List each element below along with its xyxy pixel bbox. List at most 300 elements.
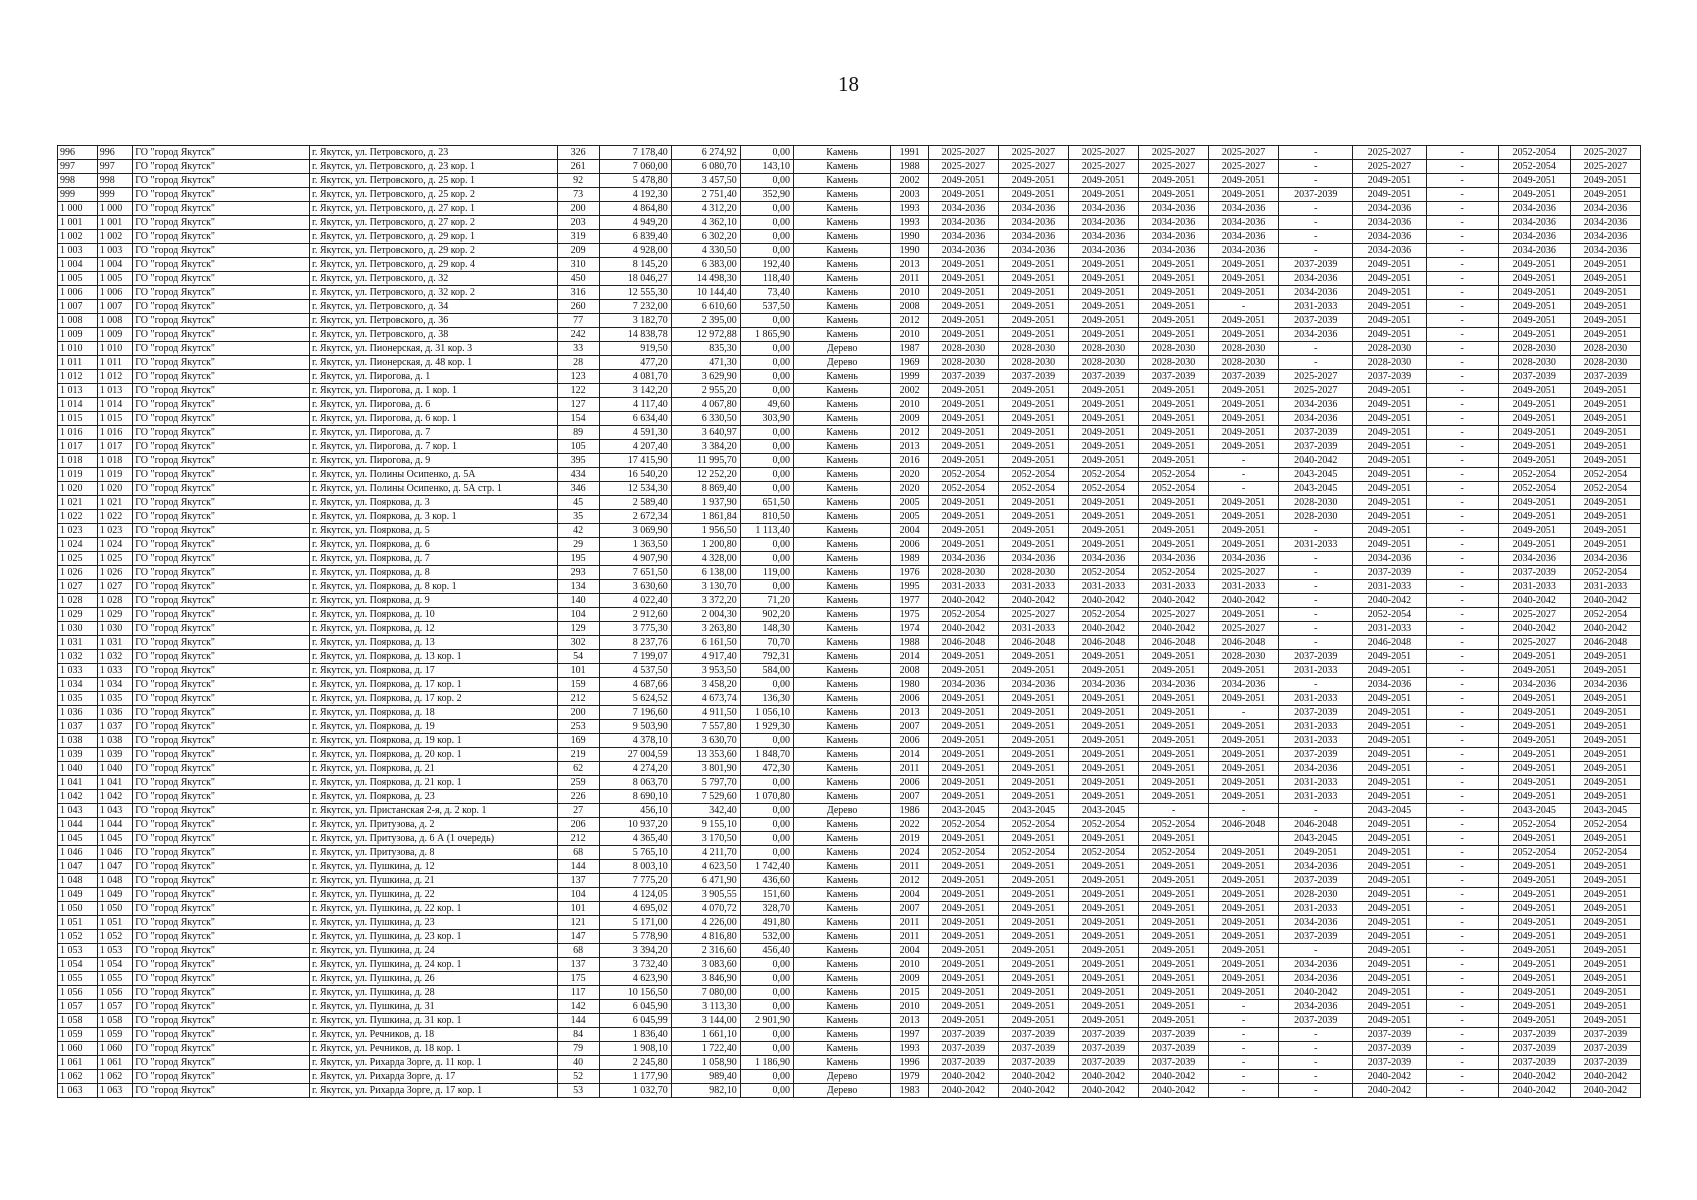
period-cell: 2049-2051 xyxy=(1139,384,1209,398)
period-cell: 2025-2027 xyxy=(1498,636,1570,650)
year-built-cell: 1988 xyxy=(891,160,929,174)
nonresidential-area-cell: 0,00 xyxy=(740,1000,793,1014)
period-cell: - xyxy=(1426,902,1498,916)
period-cell: - xyxy=(1279,524,1353,538)
municipality-cell: ГО "город Якутск" xyxy=(133,188,310,202)
record-number-cell: 1 038 xyxy=(58,734,98,748)
nonresidential-area-cell: 0,00 xyxy=(740,832,793,846)
period-cell: 2049-2051 xyxy=(1068,1000,1138,1014)
total-area-cell: 4 207,40 xyxy=(599,440,671,454)
total-area-cell: 4 365,40 xyxy=(599,832,671,846)
period-cell: 2049-2051 xyxy=(1139,916,1209,930)
address-cell: г. Якутск, ул. Пирогова, д. 9 xyxy=(309,454,557,468)
period-cell: 2040-2042 xyxy=(1570,1070,1640,1084)
nonresidential-area-cell: 0,00 xyxy=(740,468,793,482)
period-cell: 2049-2051 xyxy=(1570,286,1640,300)
nonresidential-area-cell: 0,00 xyxy=(740,846,793,860)
period-cell: 2049-2051 xyxy=(1498,650,1570,664)
period-cell: 2049-2051 xyxy=(928,524,998,538)
period-cell: - xyxy=(1426,314,1498,328)
year-built-cell: 2004 xyxy=(891,524,929,538)
wall-material-cell: Камень xyxy=(794,300,891,314)
year-built-cell: 1983 xyxy=(891,1084,929,1098)
period-cell: 2049-2051 xyxy=(1570,664,1640,678)
period-cell: 2040-2042 xyxy=(1353,594,1426,608)
period-cell: - xyxy=(1279,636,1353,650)
residents-cell: 89 xyxy=(557,426,599,440)
record-number-cell: 1 041 xyxy=(58,776,98,790)
period-cell: 2049-2051 xyxy=(1209,258,1279,272)
table-row xyxy=(58,930,1641,944)
period-cell: 2049-2051 xyxy=(1498,902,1570,916)
residents-cell: 127 xyxy=(557,398,599,412)
address-cell: г. Якутск, ул. Притузова, д. 2 xyxy=(309,818,557,832)
house-number-cell: 1 028 xyxy=(97,594,133,608)
house-number-cell: 999 xyxy=(97,188,133,202)
table-row xyxy=(58,594,1641,608)
municipality-cell: ГО "город Якутск" xyxy=(133,286,310,300)
year-built-cell: 1991 xyxy=(891,146,929,160)
period-cell: 2049-2051 xyxy=(1209,524,1279,538)
record-number-cell: 1 004 xyxy=(58,258,98,272)
period-cell: 2034-2036 xyxy=(1279,272,1353,286)
wall-material-cell: Камень xyxy=(794,160,891,174)
address-cell: г. Якутск, ул. Пояркова, д. 10 xyxy=(309,608,557,622)
year-built-cell: 1990 xyxy=(891,230,929,244)
period-cell: - xyxy=(1426,734,1498,748)
period-cell: 2040-2042 xyxy=(1498,622,1570,636)
total-area-cell: 4 117,40 xyxy=(599,398,671,412)
total-area-cell: 3 142,20 xyxy=(599,384,671,398)
table-row xyxy=(58,580,1641,594)
period-cell: 2025-2027 xyxy=(1209,566,1279,580)
total-area-cell: 7 199,07 xyxy=(599,650,671,664)
wall-material-cell: Камень xyxy=(794,678,891,692)
house-number-cell: 1 013 xyxy=(97,384,133,398)
period-cell: - xyxy=(1426,146,1498,160)
period-cell: 2034-2036 xyxy=(928,678,998,692)
period-cell: 2031-2033 xyxy=(1353,622,1426,636)
period-cell: 2049-2051 xyxy=(1139,734,1209,748)
period-cell: - xyxy=(1426,846,1498,860)
nonresidential-area-cell: 810,50 xyxy=(740,510,793,524)
period-cell: 2034-2036 xyxy=(1570,216,1640,230)
residential-area-cell: 3 629,90 xyxy=(671,370,740,384)
nonresidential-area-cell: 73,40 xyxy=(740,286,793,300)
period-cell: 2031-2033 xyxy=(1279,300,1353,314)
period-cell: 2049-2051 xyxy=(1498,944,1570,958)
total-area-cell: 4 687,66 xyxy=(599,678,671,692)
record-number-cell: 1 021 xyxy=(58,496,98,510)
residents-cell: 104 xyxy=(557,608,599,622)
period-cell: 2049-2051 xyxy=(1570,776,1640,790)
municipality-cell: ГО "город Якутск" xyxy=(133,482,310,496)
year-built-cell: 2006 xyxy=(891,734,929,748)
nonresidential-area-cell: 0,00 xyxy=(740,1042,793,1056)
total-area-cell: 12 555,30 xyxy=(599,286,671,300)
municipality-cell: ГО "город Якутск" xyxy=(133,566,310,580)
municipality-cell: ГО "город Якутск" xyxy=(133,370,310,384)
period-cell: 2028-2030 xyxy=(998,342,1068,356)
nonresidential-area-cell: 70,70 xyxy=(740,636,793,650)
year-built-cell: 2010 xyxy=(891,328,929,342)
period-cell: 2049-2051 xyxy=(1353,496,1426,510)
period-cell: 2049-2051 xyxy=(1139,1000,1209,1014)
period-cell: 2049-2051 xyxy=(1353,790,1426,804)
residents-cell: 219 xyxy=(557,748,599,762)
residential-area-cell: 3 630,70 xyxy=(671,734,740,748)
period-cell: 2049-2051 xyxy=(928,692,998,706)
total-area-cell: 7 651,50 xyxy=(599,566,671,580)
period-cell: 2037-2039 xyxy=(1279,314,1353,328)
period-cell: 2037-2039 xyxy=(1498,1028,1570,1042)
municipality-cell: ГО "город Якутск" xyxy=(133,314,310,328)
period-cell: 2049-2051 xyxy=(1353,958,1426,972)
period-cell: 2049-2051 xyxy=(1209,790,1279,804)
period-cell: 2049-2051 xyxy=(998,692,1068,706)
residential-area-cell: 3 384,20 xyxy=(671,440,740,454)
record-number-cell: 1 001 xyxy=(58,216,98,230)
nonresidential-area-cell: 0,00 xyxy=(740,202,793,216)
period-cell: 2049-2051 xyxy=(1353,188,1426,202)
period-cell: 2052-2054 xyxy=(1498,160,1570,174)
municipality-cell: ГО "город Якутск" xyxy=(133,846,310,860)
residents-cell: 92 xyxy=(557,174,599,188)
period-cell: 2034-2036 xyxy=(1353,678,1426,692)
period-cell: 2037-2039 xyxy=(1570,1042,1640,1056)
residential-area-cell: 4 911,50 xyxy=(671,706,740,720)
period-cell: 2049-2051 xyxy=(1498,524,1570,538)
residential-area-cell: 471,30 xyxy=(671,356,740,370)
residential-area-cell: 3 457,50 xyxy=(671,174,740,188)
period-cell: 2052-2054 xyxy=(1068,846,1138,860)
address-cell: г. Якутск, ул. Притузова, д. 8 xyxy=(309,846,557,860)
period-cell: 2049-2051 xyxy=(998,188,1068,202)
period-cell: 2034-2036 xyxy=(1139,244,1209,258)
record-number-cell: 1 016 xyxy=(58,426,98,440)
total-area-cell: 4 928,00 xyxy=(599,244,671,258)
period-cell: 2049-2051 xyxy=(1209,384,1279,398)
record-number-cell: 1 050 xyxy=(58,902,98,916)
residential-area-cell: 3 263,80 xyxy=(671,622,740,636)
period-cell: 2049-2051 xyxy=(998,384,1068,398)
period-cell: 2049-2051 xyxy=(1353,398,1426,412)
record-number-cell: 1 037 xyxy=(58,720,98,734)
nonresidential-area-cell: 651,50 xyxy=(740,496,793,510)
period-cell: 2049-2051 xyxy=(1068,958,1138,972)
address-cell: г. Якутск, ул. Пояркова, д. 12 xyxy=(309,622,557,636)
period-cell: 2052-2054 xyxy=(1498,482,1570,496)
house-number-cell: 1 060 xyxy=(97,1042,133,1056)
period-cell: 2049-2051 xyxy=(1209,776,1279,790)
record-number-cell: 1 006 xyxy=(58,286,98,300)
period-cell: 2049-2051 xyxy=(1353,762,1426,776)
residential-area-cell: 982,10 xyxy=(671,1084,740,1098)
table-row xyxy=(58,734,1641,748)
total-area-cell: 4 192,30 xyxy=(599,188,671,202)
residential-area-cell: 989,40 xyxy=(671,1070,740,1084)
period-cell: 2049-2051 xyxy=(1570,524,1640,538)
nonresidential-area-cell: 1 848,70 xyxy=(740,748,793,762)
table-row xyxy=(58,916,1641,930)
period-cell: 2049-2051 xyxy=(1209,328,1279,342)
wall-material-cell: Камень xyxy=(794,832,891,846)
record-number-cell: 1 053 xyxy=(58,944,98,958)
period-cell: 2049-2051 xyxy=(1498,412,1570,426)
total-area-cell: 16 540,20 xyxy=(599,468,671,482)
period-cell: 2049-2051 xyxy=(1209,286,1279,300)
municipality-cell: ГО "город Якутск" xyxy=(133,594,310,608)
period-cell: 2031-2033 xyxy=(998,580,1068,594)
period-cell: 2049-2051 xyxy=(998,510,1068,524)
record-number-cell: 1 019 xyxy=(58,468,98,482)
period-cell: 2049-2051 xyxy=(1209,874,1279,888)
period-cell: 2049-2051 xyxy=(1570,762,1640,776)
period-cell: 2049-2051 xyxy=(928,538,998,552)
year-built-cell: 2011 xyxy=(891,272,929,286)
table-row xyxy=(58,272,1641,286)
residents-cell: 101 xyxy=(557,664,599,678)
wall-material-cell: Камень xyxy=(794,286,891,300)
period-cell: 2052-2054 xyxy=(1068,818,1138,832)
nonresidential-area-cell: 0,00 xyxy=(740,146,793,160)
wall-material-cell: Камень xyxy=(794,188,891,202)
period-cell: 2028-2030 xyxy=(1279,496,1353,510)
table-row xyxy=(58,874,1641,888)
period-cell: 2052-2054 xyxy=(928,482,998,496)
year-built-cell: 1995 xyxy=(891,580,929,594)
period-cell: 2025-2027 xyxy=(1570,146,1640,160)
period-cell: 2049-2051 xyxy=(998,958,1068,972)
period-cell: 2049-2051 xyxy=(1068,524,1138,538)
nonresidential-area-cell: 136,30 xyxy=(740,692,793,706)
period-cell: 2049-2051 xyxy=(928,720,998,734)
period-cell: 2049-2051 xyxy=(928,1000,998,1014)
total-area-cell: 4 537,50 xyxy=(599,664,671,678)
record-number-cell: 1 012 xyxy=(58,370,98,384)
period-cell: 2034-2036 xyxy=(928,552,998,566)
period-cell: 2049-2051 xyxy=(1498,958,1570,972)
period-cell: 2052-2054 xyxy=(1353,608,1426,622)
wall-material-cell: Камень xyxy=(794,146,891,160)
record-number-cell: 1 057 xyxy=(58,1000,98,1014)
year-built-cell: 1997 xyxy=(891,1028,929,1042)
period-cell: 2049-2051 xyxy=(1068,986,1138,1000)
residential-area-cell: 3 846,90 xyxy=(671,972,740,986)
table-row xyxy=(58,1042,1641,1056)
residential-area-cell: 7 080,00 xyxy=(671,986,740,1000)
year-built-cell: 1987 xyxy=(891,342,929,356)
record-number-cell: 1 056 xyxy=(58,986,98,1000)
residents-cell: 316 xyxy=(557,286,599,300)
wall-material-cell: Камень xyxy=(794,440,891,454)
period-cell: 2049-2051 xyxy=(1209,538,1279,552)
municipality-cell: ГО "город Якутск" xyxy=(133,706,310,720)
total-area-cell: 2 245,80 xyxy=(599,1056,671,1070)
period-cell: 2049-2051 xyxy=(1209,272,1279,286)
period-cell: - xyxy=(1426,874,1498,888)
municipality-cell: ГО "город Якутск" xyxy=(133,720,310,734)
period-cell: 2052-2054 xyxy=(1570,468,1640,482)
house-number-cell: 1 011 xyxy=(97,356,133,370)
municipality-cell: ГО "город Якутск" xyxy=(133,664,310,678)
year-built-cell: 2022 xyxy=(891,818,929,832)
period-cell: 2049-2051 xyxy=(998,860,1068,874)
period-cell: 2049-2051 xyxy=(1139,790,1209,804)
residential-area-cell: 4 312,20 xyxy=(671,202,740,216)
municipality-cell: ГО "город Якутск" xyxy=(133,356,310,370)
residential-area-cell: 9 155,10 xyxy=(671,818,740,832)
period-cell: 2034-2036 xyxy=(1570,244,1640,258)
record-number-cell: 1 000 xyxy=(58,202,98,216)
nonresidential-area-cell: 0,00 xyxy=(740,734,793,748)
residents-cell: 142 xyxy=(557,1000,599,1014)
record-number-cell: 996 xyxy=(58,146,98,160)
residents-cell: 35 xyxy=(557,510,599,524)
period-cell: 2034-2036 xyxy=(1353,202,1426,216)
period-cell: 2049-2051 xyxy=(1139,1014,1209,1028)
period-cell: 2034-2036 xyxy=(1279,972,1353,986)
period-cell: 2049-2051 xyxy=(1498,398,1570,412)
record-number-cell: 1 061 xyxy=(58,1056,98,1070)
period-cell: - xyxy=(1426,454,1498,468)
period-cell: 2049-2051 xyxy=(1353,300,1426,314)
wall-material-cell: Дерево xyxy=(794,804,891,818)
table-row xyxy=(58,944,1641,958)
table-row xyxy=(58,692,1641,706)
period-cell: 2049-2051 xyxy=(998,832,1068,846)
period-cell: 2043-2045 xyxy=(998,804,1068,818)
period-cell: - xyxy=(1426,1014,1498,1028)
year-built-cell: 2006 xyxy=(891,692,929,706)
period-cell: 2037-2039 xyxy=(1279,930,1353,944)
period-cell: 2049-2051 xyxy=(928,258,998,272)
wall-material-cell: Камень xyxy=(794,846,891,860)
period-cell: 2049-2051 xyxy=(928,496,998,510)
period-cell: 2034-2036 xyxy=(1068,230,1138,244)
period-cell: 2049-2051 xyxy=(1209,314,1279,328)
period-cell: 2049-2051 xyxy=(1353,524,1426,538)
house-number-cell: 1 047 xyxy=(97,860,133,874)
period-cell: 2049-2051 xyxy=(928,454,998,468)
nonresidential-area-cell: 148,30 xyxy=(740,622,793,636)
period-cell: 2049-2051 xyxy=(928,916,998,930)
record-number-cell: 1 044 xyxy=(58,818,98,832)
period-cell: 2034-2036 xyxy=(1498,244,1570,258)
total-area-cell: 4 124,05 xyxy=(599,888,671,902)
record-number-cell: 1 018 xyxy=(58,454,98,468)
residents-cell: 226 xyxy=(557,790,599,804)
municipality-cell: ГО "город Якутск" xyxy=(133,1084,310,1098)
house-number-cell: 1 027 xyxy=(97,580,133,594)
record-number-cell: 1 028 xyxy=(58,594,98,608)
period-cell: 2049-2051 xyxy=(1498,1000,1570,1014)
wall-material-cell: Камень xyxy=(794,566,891,580)
address-cell: г. Якутск, ул. Пояркова, д. 3 кор. 1 xyxy=(309,510,557,524)
period-cell: 2052-2054 xyxy=(1570,566,1640,580)
residents-cell: 212 xyxy=(557,832,599,846)
wall-material-cell: Камень xyxy=(794,944,891,958)
wall-material-cell: Камень xyxy=(794,510,891,524)
period-cell: 2049-2051 xyxy=(928,384,998,398)
house-number-cell: 1 000 xyxy=(97,202,133,216)
residents-cell: 42 xyxy=(557,524,599,538)
record-number-cell: 1 043 xyxy=(58,804,98,818)
period-cell: - xyxy=(1426,272,1498,286)
residential-area-cell: 3 144,00 xyxy=(671,1014,740,1028)
house-number-cell: 1 062 xyxy=(97,1070,133,1084)
period-cell: 2025-2027 xyxy=(1139,146,1209,160)
period-cell: 2049-2051 xyxy=(1570,706,1640,720)
period-cell: 2025-2027 xyxy=(1353,146,1426,160)
period-cell: 2049-2051 xyxy=(998,664,1068,678)
period-cell: 2049-2051 xyxy=(1209,860,1279,874)
period-cell: 2037-2039 xyxy=(928,1028,998,1042)
period-cell: 2049-2051 xyxy=(1068,832,1138,846)
nonresidential-area-cell: 49,60 xyxy=(740,398,793,412)
residential-area-cell: 4 917,40 xyxy=(671,650,740,664)
house-number-cell: 1 012 xyxy=(97,370,133,384)
house-number-cell: 1 018 xyxy=(97,454,133,468)
period-cell: 2046-2048 xyxy=(1570,636,1640,650)
period-cell: 2049-2051 xyxy=(998,916,1068,930)
period-cell: 2049-2051 xyxy=(928,902,998,916)
period-cell: 2049-2051 xyxy=(1570,874,1640,888)
period-cell: 2040-2042 xyxy=(1498,1084,1570,1098)
address-cell: г. Якутск, ул. Петровского, д. 29 кор. 4 xyxy=(309,258,557,272)
wall-material-cell: Камень xyxy=(794,762,891,776)
total-area-cell: 14 838,78 xyxy=(599,328,671,342)
municipality-cell: ГО "город Якутск" xyxy=(133,748,310,762)
municipality-cell: ГО "город Якутск" xyxy=(133,160,310,174)
nonresidential-area-cell: 0,00 xyxy=(740,972,793,986)
record-number-cell: 1 063 xyxy=(58,1084,98,1098)
table-row xyxy=(58,370,1641,384)
period-cell: 2049-2051 xyxy=(998,440,1068,454)
table-row xyxy=(58,762,1641,776)
period-cell: 2046-2048 xyxy=(1209,636,1279,650)
residents-cell: 104 xyxy=(557,888,599,902)
year-built-cell: 2013 xyxy=(891,258,929,272)
period-cell: 2049-2051 xyxy=(1498,384,1570,398)
total-area-cell: 9 503,90 xyxy=(599,720,671,734)
period-cell: - xyxy=(1426,944,1498,958)
residential-area-cell: 6 138,00 xyxy=(671,566,740,580)
period-cell: - xyxy=(1426,720,1498,734)
municipality-cell: ГО "город Якутск" xyxy=(133,888,310,902)
period-cell: 2040-2042 xyxy=(928,594,998,608)
period-cell: 2040-2042 xyxy=(1139,594,1209,608)
period-cell: 2049-2051 xyxy=(1353,734,1426,748)
period-cell: 2049-2051 xyxy=(1209,944,1279,958)
period-cell: 2049-2051 xyxy=(998,258,1068,272)
nonresidential-area-cell: 192,40 xyxy=(740,258,793,272)
period-cell: 2028-2030 xyxy=(998,356,1068,370)
nonresidential-area-cell: 902,20 xyxy=(740,608,793,622)
house-number-cell: 1 037 xyxy=(97,720,133,734)
period-cell: 2034-2036 xyxy=(1209,678,1279,692)
residential-area-cell: 3 113,30 xyxy=(671,1000,740,1014)
municipality-cell: ГО "город Якутск" xyxy=(133,580,310,594)
period-cell: 2049-2051 xyxy=(1139,496,1209,510)
period-cell: 2049-2051 xyxy=(1353,720,1426,734)
period-cell: - xyxy=(1209,300,1279,314)
year-built-cell: 2015 xyxy=(891,986,929,1000)
municipality-cell: ГО "город Якутск" xyxy=(133,650,310,664)
table-row xyxy=(58,160,1641,174)
address-cell: г. Якутск, ул. Пионерская, д. 48 кор. 1 xyxy=(309,356,557,370)
house-number-cell: 1 029 xyxy=(97,608,133,622)
